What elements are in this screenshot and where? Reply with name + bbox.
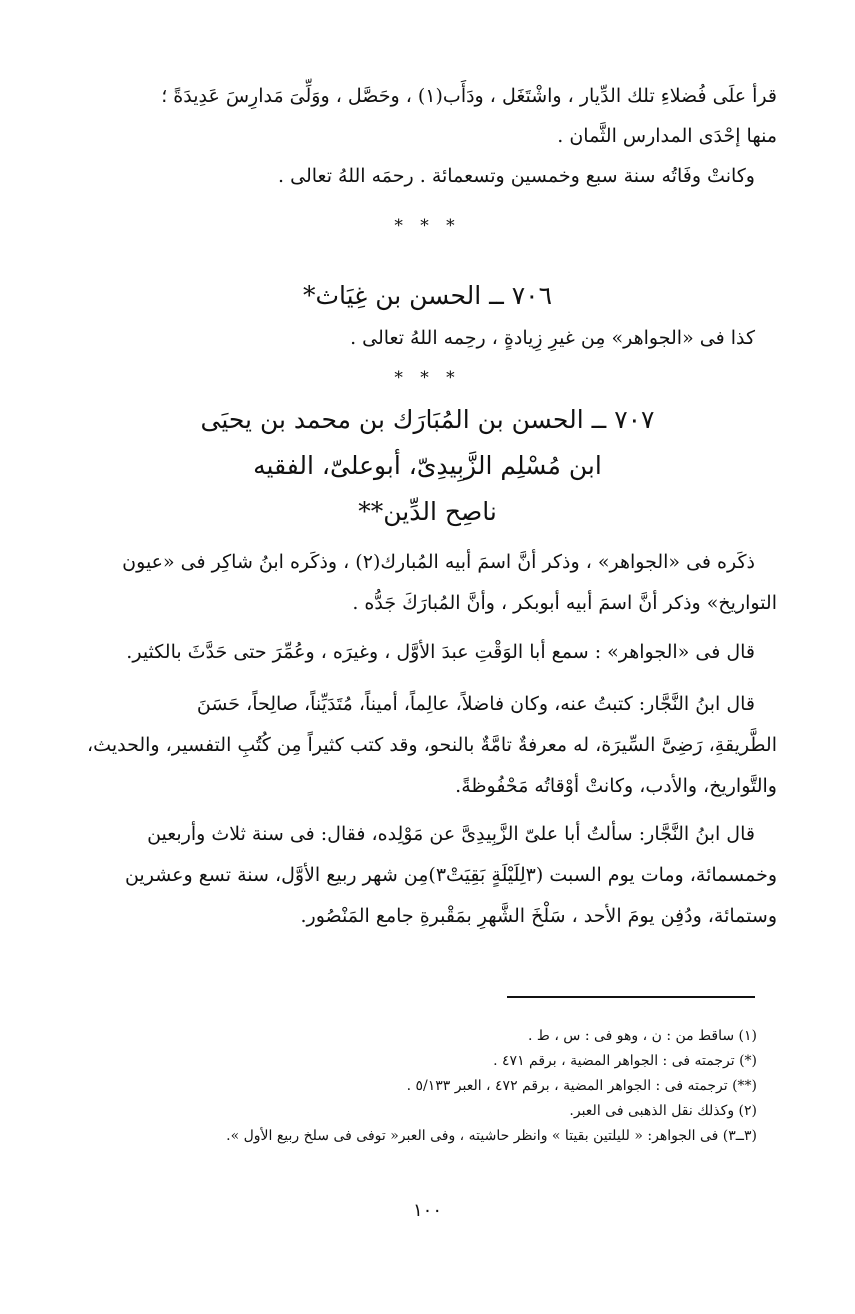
- entry-707-heading-line-3: ناصِح الدِّين**: [358, 497, 497, 526]
- text-line: وستمائة، ودُفِن يومَ الأحد ، سَلْخَ الشَّهرِ بمَقْبرةِ جامع المَنْصُور.: [300, 905, 777, 927]
- text-line: قال ابنُ النَّجَّار: كتبتُ عنه، وكان فاضلاً، عالِماً، أميناً، مُتَدَيِّناً، صالِحاً، حَسَنَ: [196, 693, 755, 715]
- entry-706-heading: ٧٠٦ ــ الحسن بن غِيَاث*: [302, 281, 553, 310]
- text-line: منها إحْدَى المدارس الثَّمان .: [557, 125, 777, 147]
- text-line: ذكَره فى «الجواهر» ، وذكر أنَّ اسمَ أبيه المُبارك(٢) ، وذكَره ابنُ شاكِر فى «عيون: [122, 551, 755, 573]
- entry-707-heading-line-2: ابن مُسْلِم الزَّبِيدِىّ، أبوعلىّ، الفقيه: [253, 451, 602, 480]
- section-separator: * * *: [394, 216, 461, 236]
- text-line: والتَّواريخ، والأدب، وكانتْ أوْقاتُه مَحْفُوظةً.: [455, 775, 777, 797]
- text-line: التواريخ» وذكر أنَّ اسمَ أبيه أبوبكر ، وأنَّ المُبارَكَ جَدُّه .: [352, 592, 777, 614]
- text-line: قرأ علَى فُضلاءِ تلك الدِّيار ، واشْتَغَل ، ودَأَب(١) ، وحَصَّل ، ووَلِّىَ مَدارِسَ عَدِيدَةً ؛: [161, 85, 777, 107]
- entry-707-paragraph-4: [77, 814, 777, 937]
- text-line: الطَّريقةِ، رَضِىَّ السِّيرَة، له معرفةٌ تامَّةٌ بالنحو، وقد كتب كثيراً مِن كُتُبِ التفسير، والحديث،: [87, 734, 777, 756]
- footnote-3: (٣ــ٣) فى الجواهر: « لليلتين بقيتا » وانظر حاشيته ، وفى العبر« توفى فى سلخ ربيع الأول ».: [226, 1128, 757, 1144]
- section-separator: * * *: [394, 368, 461, 388]
- page-number: ١٠٠: [412, 1200, 442, 1221]
- footnote-double-star: (**) ترجمته فى : الجواهر المضية ، برقم ٤٧٢ ، العبر ٥/١٣٣ .: [406, 1078, 757, 1094]
- footnote-2: (٢) وكذلك نقل الذهبى فى العبر.: [569, 1103, 757, 1119]
- entry-707-heading-line-1: ٧٠٧ ــ الحسن بن المُبَارَك بن محمد بن يحيَى: [200, 405, 655, 434]
- entry-707-paragraph-2: [77, 632, 777, 673]
- text-line: وخمسمائة، ومات يوم السبت (٣لِلَيْلَةٍ بَقِيَتْ٣)مِن شهر ربيع الأوَّل، سنة تسع وعشرين: [124, 864, 777, 886]
- entry-707-paragraph-3: [77, 684, 777, 807]
- text-line: كذا فى «الجواهر» مِن غيرِ زِيادةٍ ، رحِمه اللهُ تعالى .: [350, 327, 755, 349]
- entry-706-body: [77, 318, 777, 359]
- footnote-1: (١) ساقط من : ن ، وهو فى : س ، ط .: [528, 1028, 757, 1044]
- previous-entry: [77, 76, 777, 196]
- text-line: قال فى «الجواهر» : سمع أبا الوَقْتِ عبدَ الأوَّل ، وغيرَه ، وعُمِّرَ حتى حَدَّثَ بالكثير.: [126, 641, 755, 663]
- footnote-divider: [507, 996, 755, 998]
- entry-707-paragraph-1: [77, 542, 777, 624]
- text-line: قال ابنُ النَّجَّار: سألتُ أبا علىّ الزَّبِيدِىَّ عن مَوْلِده، فقال: فى سنة ثلاث وأربعين: [147, 823, 755, 845]
- footnotes: [97, 1024, 757, 1149]
- footnote-star: (*) ترجمته فى : الجواهر المضية ، برقم ٤٧١ .: [493, 1053, 757, 1069]
- text-line: وكانتْ وفَاتُه سنة سبع وخمسين وتسعمائة . رحمَه اللهُ تعالى .: [278, 165, 755, 187]
